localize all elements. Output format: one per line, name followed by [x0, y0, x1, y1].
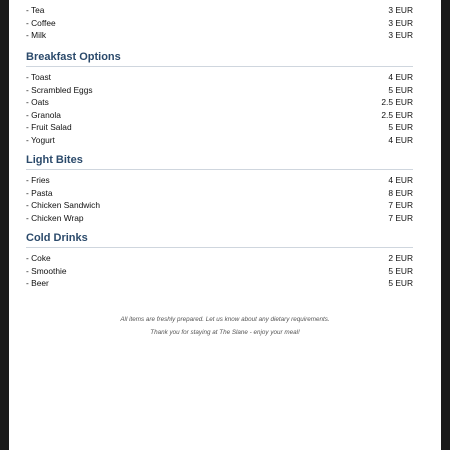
- menu-item: [26, 212, 413, 225]
- section-heading: Light Bites: [26, 153, 413, 170]
- menu-item: [26, 71, 413, 84]
- menu-item: [26, 134, 413, 147]
- menu-item-price: 2 EUR: [388, 253, 413, 263]
- menu-item: [26, 199, 413, 212]
- menu-item-price: 5 EUR: [388, 122, 413, 133]
- menu-item-price: 5 EUR: [388, 278, 413, 289]
- menu-item: [26, 17, 413, 30]
- menu-item-name: - Fries: [26, 175, 50, 185]
- menu-item-name: - Yogurt: [26, 134, 55, 145]
- menu-item-price: 3 EUR: [388, 30, 413, 41]
- menu-item: [26, 121, 413, 134]
- menu-item-price: 5 EUR: [388, 84, 413, 95]
- menu-item-price: 8 EUR: [388, 187, 413, 198]
- menu-item: [26, 265, 413, 278]
- menu-item-price: 2.5 EUR: [381, 109, 413, 120]
- menu-item-name: - Scrambled Eggs: [26, 84, 93, 95]
- menu-item-name: - Chicken Wrap: [26, 212, 84, 223]
- menu-item: [26, 4, 413, 17]
- menu-item-price: 4 EUR: [388, 134, 413, 145]
- menu-section-hot-drinks: [26, 4, 413, 42]
- menu-item: [26, 29, 413, 42]
- menu-item: [26, 84, 413, 97]
- menu-item-name: - Coffee: [26, 17, 56, 28]
- menu-item: [26, 109, 413, 122]
- menu-item-name: - Chicken Sandwich: [26, 200, 101, 211]
- menu-item-price: 2.5 EUR: [381, 97, 413, 108]
- menu-item-name: - Granola: [26, 109, 61, 120]
- menu-section-breakfast: [26, 50, 413, 147]
- menu-item-name: - Beer: [26, 278, 49, 289]
- menu-section-cold-drinks: [26, 231, 413, 290]
- menu-item-name: - Pasta: [26, 187, 53, 198]
- menu-item: [26, 174, 413, 187]
- menu-item-price: 4 EUR: [388, 72, 413, 82]
- menu-item-price: 5 EUR: [388, 265, 413, 276]
- menu-item-name: - Toast: [26, 72, 51, 82]
- menu-item-name: - Tea: [26, 5, 45, 15]
- menu-item: [26, 187, 413, 200]
- menu-item-name: - Coke: [26, 253, 51, 263]
- menu-item: [26, 252, 413, 265]
- menu-item-price: 7 EUR: [388, 212, 413, 223]
- menu-item-price: 3 EUR: [388, 17, 413, 28]
- section-heading: Cold Drinks: [26, 231, 413, 248]
- menu-item: [26, 96, 413, 109]
- footer-note-thanks: Thank you for staying at The Slane - enjoy your meal!: [150, 329, 300, 336]
- menu-footer: [9, 313, 441, 339]
- section-heading: Breakfast Options: [26, 50, 413, 67]
- menu-item-price: 3 EUR: [388, 5, 413, 15]
- menu-section-light-bites: [26, 153, 413, 224]
- menu-item-price: 4 EUR: [388, 175, 413, 185]
- menu-item-name: - Fruit Salad: [26, 122, 72, 133]
- footer-note-dietary: All items are freshly prepared. Let us know about any dietary requirements.: [120, 316, 330, 323]
- menu-item-name: - Smoothie: [26, 265, 67, 276]
- menu-page: [9, 0, 441, 450]
- menu-item-name: - Milk: [26, 30, 47, 41]
- menu-item: [26, 277, 413, 290]
- menu-item-price: 7 EUR: [388, 200, 413, 211]
- menu-item-name: - Oats: [26, 97, 49, 108]
